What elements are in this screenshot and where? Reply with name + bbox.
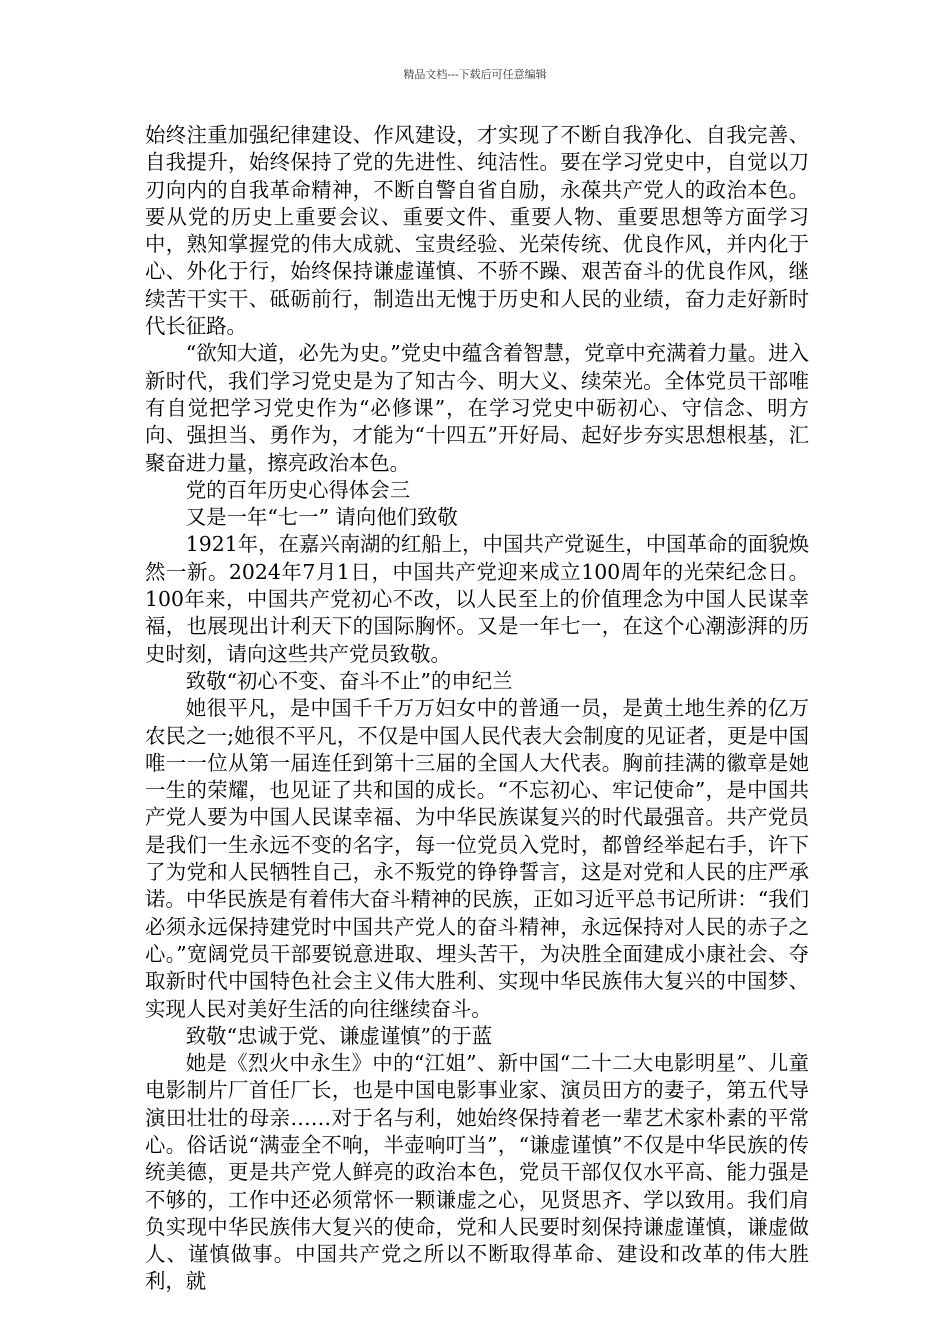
paragraph: 她是《烈火中永生》中的“江姐”、新中国“二十二大电影明星”、儿童电影制片厂首任厂长，也是中国电影事业家、演员田方的妻子，第五代导演田壮壮的母亲……对于名与利，她始终保持着老一辈艺术家朴素的平常心。俗话说“满壶全不响，半壶响叮当”，“谦虚谨慎”不仅是中华民族的传统美德，更是共产党人鲜亮的政治本色，党员干部仅仅水平高、能力强是不够的，工作中还必须常怀一颗谦虚之心，见贤思齐、学以致用。我们肩负实现中华民族伟大复兴的使命，党和人民要时刻保持谦虚谨慎，谦虚做人、谨慎做事。中国共产党之所以不断取得革命、建设和改革的伟大胜利，就 bbox=[145, 1051, 809, 1294]
document-body bbox=[145, 122, 809, 1296]
paragraph: 她很平凡，是中国千千万万妇女中的普通一员，是黄土地生养的亿万农民之一;她很不平凡，不仅是中国人民代表大会制度的见证者，更是中国唯一一位从第一届连任到第十三届的全国人大代表。胸前挂满的徽章是她一生的荣耀，也见证了共和国的成长。“不忘初心、牢记使命”，是中国共产党人要为中国人民谋幸福、为中华民族谋复兴的时代最强音。共产党员是我们一生永远不变的名字，每一位党员入党时，都曾经举起右手，许下了为党和人民牺牲自己，永不叛党的铮铮誓言，这是对党和人民的庄严承诺。中华民族是有着伟大奋斗精神的民族，正如习近平总书记所讲：“我们必须永远保持建党时中国共产党人的奋斗精神，永远保持对人民的赤子之心。”宽阔党员干部要锐意进取、埋头苦干，为决胜全面建成小康社会、夺取新时代中国特色社会主义伟大胜利、实现中华民族伟大复兴的中国梦、实现人民对美好生活的向往继续奋斗。 bbox=[145, 696, 809, 1021]
paragraph: “欲知大道，必先为史。”党史中蕴含着智慧，党章中充满着力量。进入新时代，我们学习党史是为了知古今、明大义、续荣光。全体党员干部唯有自觉把学习党史作为“必修课”，在学习党史中砺初心、守信念、明方向、强担当、勇作为，才能为“十四五”开好局、起好步夯实思想根基，汇聚奋进力量，擦亮政治本色。 bbox=[145, 341, 809, 475]
paragraph: 始终注重加强纪律建设、作风建设，才实现了不断自我净化、自我完善、自我提升，始终保持了党的先进性、纯洁性。要在学习党史中，自觉以刀刃向内的自我革命精神，不断自警自省自励，永葆共产党人的政治本色。要从党的历史上重要会议、重要文件、重要人物、重要思想等方面学习中，熟知掌握党的伟大成就、宝贵经验、光荣传统、优良作风，并内化于心、外化于行，始终保持谦虚谨慎、不骄不躁、艰苦奋斗的优良作风，继续苦干实干、砥砺前行，制造出无愧于历史和人民的业绩，奋力走好新时代长征路。 bbox=[145, 123, 809, 339]
page-header: 精品文档---下载后可任意编辑 bbox=[403, 68, 547, 81]
paragraph: 1921年，在嘉兴南湖的红船上，中国共产党诞生，中国革命的面貌焕然一新。2024年7月1日，中国共产党迎来成立100周年的光荣纪念日。100年来，中国共产党初心不改，以人民至上的价值理念为中国人民谋幸福，也展现出计利天下的国际胸怀。又是一年七一，在这个心潮澎湃的历史时刻，请向这些共产党员致敬。 bbox=[145, 532, 809, 666]
subheading: 致敬“初心不变、奋斗不止”的申纪兰 bbox=[185, 668, 513, 693]
subheading: 致敬“忠诚于党、谦虚谨慎”的于蓝 bbox=[185, 1023, 493, 1048]
article-title: 又是一年“七一” 请向他们致敬 bbox=[185, 505, 458, 530]
section-heading: 党的百年历史心得体会三 bbox=[185, 477, 411, 502]
